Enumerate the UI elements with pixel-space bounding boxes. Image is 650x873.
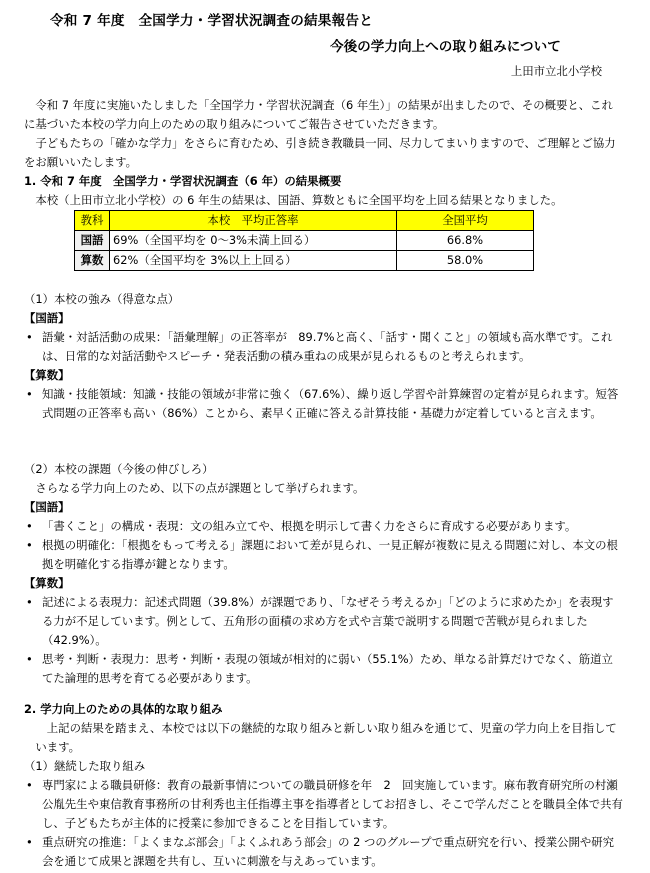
issues-heading: （2）本校の課題（今後の伸びしろ） xyxy=(24,462,214,476)
issues-label-math: 【算数】 xyxy=(24,576,70,590)
table-header-subject: 教科 xyxy=(75,211,110,231)
issues-lead: さらなる学力向上のため、以下の点が課題として挙げられます。 xyxy=(35,481,365,495)
table-header-national: 全国平均 xyxy=(397,211,534,231)
issue-item: • 記述による表現力：記述式問題（39.8%）が課題であり、「なぜそう考えるか」「どのように求めたか」を表現する力が不足しています。例として、五角形の面積の求め方を式や言葉で説明する問題で苦戦が見られました（42.9%）。 xyxy=(24,593,624,650)
section-1-header xyxy=(24,172,624,210)
issues-label-japanese: 【国語】 xyxy=(24,500,70,514)
score-table xyxy=(74,210,534,271)
section-2-subheading: （1）継続した取り組み xyxy=(24,759,146,773)
table-header-row xyxy=(75,211,534,231)
table-cell-school: 69%（全国平均を 0～3%未満上回る） xyxy=(110,231,397,251)
intro-paragraph-1: 令和 7 年度に実施いたしました「全国学力・学習状況調査（6 年生）」の結果が出ましたので、その概要と、これに基づいた本校の学力向上のための取り組みについてご報告させていただきます。 xyxy=(24,98,613,131)
issues-section xyxy=(24,460,624,688)
intro-paragraph-2: 子どもたちの「確かな学力」をさらに育むため、引き続き教職員一同、尽力してまいりますので、ご理解とご協力をお願いいたします。 xyxy=(24,136,616,169)
strengths-label-japanese: 【国語】 xyxy=(24,311,70,325)
table-row xyxy=(75,231,534,251)
school-name: 上田市立北小学校 xyxy=(510,64,602,78)
strengths-label-math: 【算数】 xyxy=(24,368,70,382)
section-2-heading: 2. 学力向上のための具体的な取り組み xyxy=(24,702,223,716)
table-cell-national: 58.0% xyxy=(397,251,534,271)
table-row xyxy=(75,251,534,271)
table-cell-national: 66.8% xyxy=(397,231,534,251)
table-cell-subject: 国語 xyxy=(75,231,110,251)
section-2 xyxy=(24,700,624,871)
table-cell-subject: 算数 xyxy=(75,251,110,271)
title-line-1: 令和 7 年度 全国学力・学習状況調査の結果報告と xyxy=(50,13,373,29)
issue-item: • 「書くこと」の構成・表現：文の組み立てや、根拠を明示して書く力をさらに育成する必要があります。 xyxy=(24,517,624,536)
table-header-school: 本校 平均正答率 xyxy=(110,211,397,231)
table-cell-school: 62%（全国平均を 3%以上上回る） xyxy=(110,251,397,271)
intro xyxy=(24,96,624,172)
strength-item: • 知識・技能領域：知識・技能の領域が非常に強く（67.6%）、繰り返し学習や計算練習の定着が見られます。短答式問題の正答率も高い（86%）ことから、素早く正確に答える計算技能・基礎力が定着していると言えます。 xyxy=(24,385,624,423)
issue-item: • 思考・判断・表現力：思考・判断・表現の領域が相対的に弱い（55.1%）ため、単なる計算だけでなく、筋道立てた論理的思考を育てる必要があります。 xyxy=(24,650,624,688)
issue-item: • 根拠の明確化：「根拠をもって考える」課題において差が見られ、一見正解が複数に見える問題に対し、本文の根拠を明確化する指導が鍵となります。 xyxy=(24,536,624,574)
section-1-lead: 本校（上田市立北小学校）の 6 年生の結果は、国語、算数ともに全国平均を上回る結果となりました。 xyxy=(35,193,563,207)
section-1-heading: 1. 令和 7 年度 全国学力・学習状況調査（6 年）の結果概要 xyxy=(24,174,342,188)
initiative-item: • 重点研究の推進：「よくまなぶ部会」「よくふれあう部会」の 2 つのグループで重点研究を行い、授業公開や研究会を通じて成果と課題を共有し、互いに刺激を与えあっています。 xyxy=(24,833,624,871)
strength-item: • 語彙・対話活動の成果：「語彙理解」の正答率が 89.7%と高く、「話す・聞くこと」の領域も高水準です。これは、日常的な対話活動やスピーチ・発表活動の積み重ねの成果が見られるものと考えられます。 xyxy=(24,328,624,366)
title-line-2: 今後の学力向上への取り組みについて xyxy=(330,39,561,55)
strengths-heading: （1）本校の強み（得意な点） xyxy=(24,292,180,306)
strengths-section xyxy=(24,290,624,423)
section-2-lead: 上記の結果を踏まえ、本校では以下の継続的な取り組みと新しい取り組みを通じて、児童の学力向上を目指しています。 xyxy=(35,721,617,754)
initiative-item: • 専門家による職員研修：教育の最新事情についての職員研修を年 2 回実施しています。麻布教育研究所の村瀬公胤先生や東信教育事務所の甘利秀也主任指導主事を指導者としてお招きし、そこで学んだことを職員全体で共有し、子どもたちが主体的に授業に参加できることを目指しています。 xyxy=(24,776,624,833)
